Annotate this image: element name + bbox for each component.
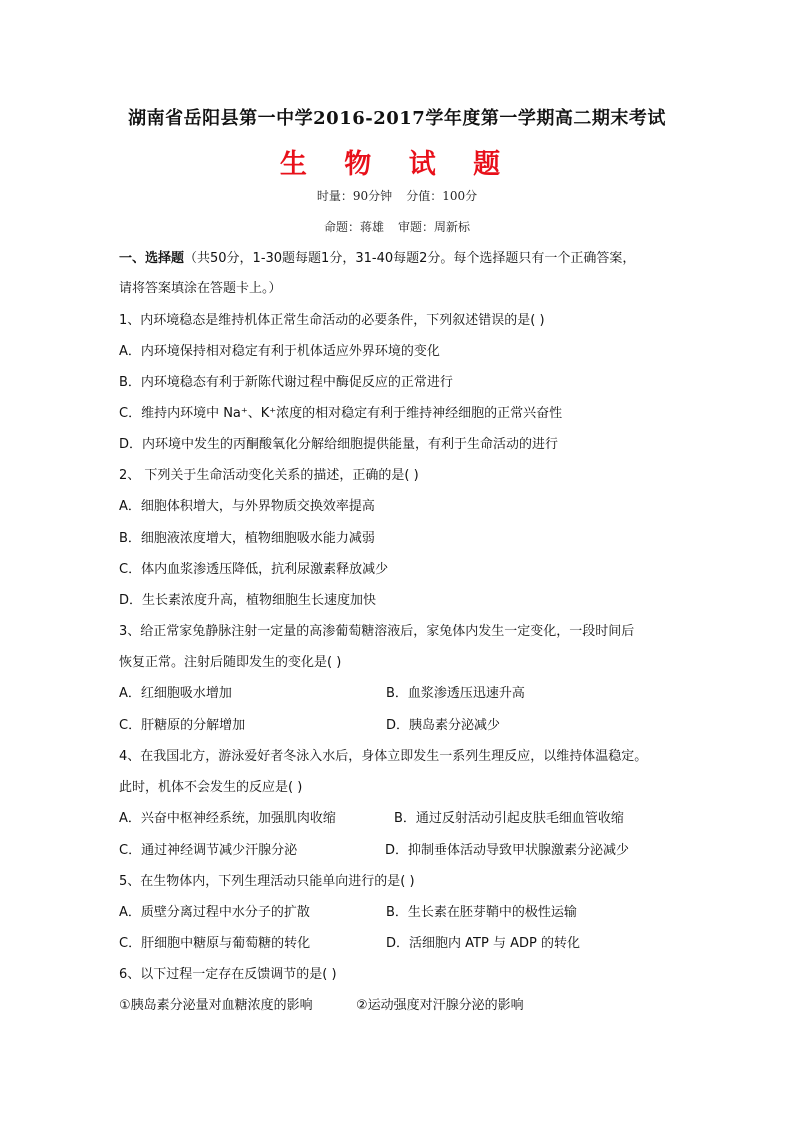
question-1-option-b: B．内环境稳态有利于新陈代谢过程中酶促反应的正常进行 [119, 375, 453, 390]
exam-setter: 命题：蒋雄 [323, 220, 384, 234]
question-3-option-b: B．血浆渗透压迅速升高 [386, 686, 525, 701]
question-2-option-a: A．细胞体积增大，与外界物质交换效率提高 [119, 499, 375, 514]
question-2-option-d: D．生长素浓度升高，植物细胞生长速度加快 [119, 593, 377, 608]
question-3-stem-cont: 恢复正常。注射后随即发生的变化是( ) [119, 655, 342, 670]
question-6-item-1: ①胰岛素分泌量对血糖浓度的影响 [119, 998, 313, 1013]
question-5-option-b: B．生长素在胚芽鞘中的极性运输 [386, 905, 577, 920]
exam-title: 湖南省岳阳县第一中学2016-2017学年度第一学期高二期末考试 [128, 108, 666, 129]
question-3-option-d: D．胰岛素分泌减少 [386, 718, 501, 733]
question-5-option-a: A．质壁分离过程中水分子的扩散 [119, 905, 310, 920]
question-4-option-c: C．通过神经调节减少汗腺分泌 [119, 843, 298, 858]
question-3-option-a: A．红细胞吸水增加 [119, 686, 232, 701]
question-2-option-c: C．体内血浆渗透压降低，抗利尿激素释放减少 [119, 562, 389, 577]
question-1-option-c: C．维持内环境中 Na⁺、K⁺浓度的相对稳定有利于维持神经细胞的正常兴奋性 [119, 406, 563, 421]
exam-reviewer: 审题：周新标 [398, 220, 471, 234]
question-3-option-c: C．肝糖原的分解增加 [119, 718, 246, 733]
question-6-item-2: ②运动强度对汗腺分泌的影响 [356, 998, 524, 1013]
exam-authors [0, 218, 794, 235]
question-4-option-d: D．抑制垂体活动导致甲状腺激素分泌减少 [385, 843, 630, 858]
question-6-stem: 6、以下过程一定存在反馈调节的是( ) [119, 967, 337, 982]
question-1-option-d: D．内环境中发生的丙酮酸氧化分解给细胞提供能量，有利于生命活动的进行 [119, 437, 559, 452]
exam-duration: 时量：90分钟 [316, 189, 393, 203]
subject-title: 生 物 试 题 [279, 149, 515, 180]
question-2-stem: 2、 下列关于生命活动变化关系的描述，正确的是( ) [119, 468, 419, 483]
section-instruction [119, 250, 635, 268]
exam-score: 分值：100分 [406, 189, 478, 203]
question-5-option-c: C．肝细胞中糖原与葡萄糖的转化 [119, 936, 311, 951]
question-1-option-a: A．内环境保持相对稳定有利于机体适应外界环境的变化 [119, 344, 440, 359]
question-5-option-d: D．活细胞内 ATP 与 ADP 的转化 [386, 936, 580, 951]
question-4-stem-cont: 此时，机体不会发生的反应是( ) [119, 780, 303, 795]
question-4-option-b: B．通过反射活动引起皮肤毛细血管收缩 [394, 811, 624, 826]
question-4-option-a: A．兴奋中枢神经系统，加强肌肉收缩 [119, 811, 336, 826]
question-2-option-b: B．细胞液浓度增大，植物细胞吸水能力减弱 [119, 531, 375, 546]
exam-info [0, 187, 794, 204]
section-instruction-text: （共50分，1-30题每题1分，31-40每题2分。每个选择题只有一个正确答案， [184, 251, 636, 266]
section-instruction-cont: 请将答案填涂在答题卡上。） [119, 281, 282, 296]
question-1-stem: 1、内环境稳态是维持机体正常生命活动的必要条件，下列叙述错误的是( ) [119, 313, 545, 328]
section-heading: 一、选择题 [119, 251, 185, 266]
question-3-stem: 3、给正常家兔静脉注射一定量的高渗葡萄糖溶液后，家兔体内发生一定变化，一段时间后 [119, 624, 635, 639]
question-5-stem: 5、在生物体内，下列生理活动只能单向进行的是( ) [119, 874, 415, 889]
question-4-stem: 4、在我国北方，游泳爱好者冬泳入水后，身体立即发生一系列生理反应，以维持体温稳定。 [119, 749, 648, 764]
